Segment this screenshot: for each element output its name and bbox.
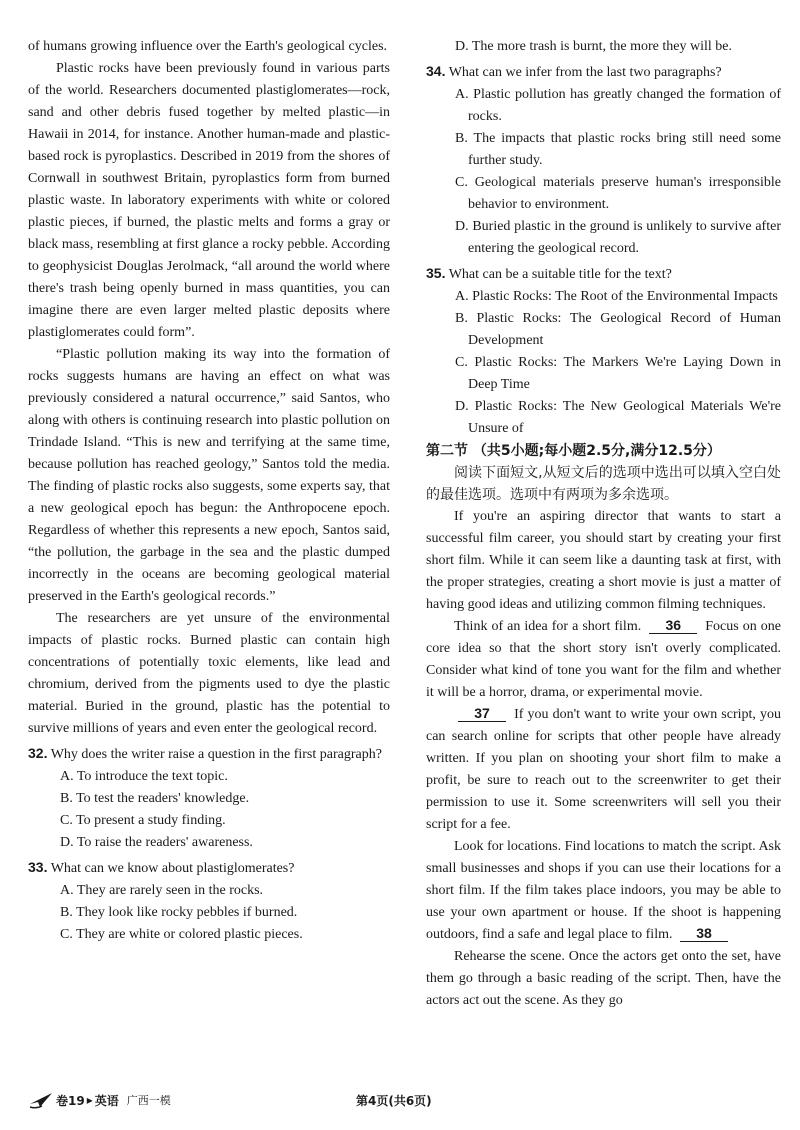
passage-paragraph: 37 If you don't want to write your own script, you can search online for scripts that other people have already written. If you plan on shooting your short film to make a profit, be sure to reach out to the screenwriter to get their permission to use it. Some screenwriters will sell you their script for a fee. — [426, 705, 782, 832]
question-35 — [426, 262, 781, 440]
passage-paragraph: “Plastic pollution making its way into the formation of rocks suggests humans are having an effect on what was previously considered a natural occurrence,” said Santos, who along with others is continuing research into plastic pollution on Trindade Island. “This is new and terrifying at the same time, because pollution has reached geology,” Santos told the media. The finding of plastic rocks also suggests, some experts say, that a new geological epoch has begun: the Anthropocene epoch. Regardless of whether this represents a new epoch, Santos said, “the pollution, the garbage in the sea and the plastic dumped incorrectly in the oceans are becoming geological material preserved in the Earth's geological records.” — [28, 347, 390, 604]
footer-label — [28, 1090, 171, 1110]
region-label: 广西一模 — [126, 1094, 171, 1107]
passage-paragraph: The researchers are yet unsure of the environmental impacts of plastic rocks. Burned plastic can contain high concentrations of potentially toxic elements, like lead and chromium, derived from the pigments used to dye the plastic material. Buried in the ground, plastic has the potential to survive millions of years and even enter the geological record. — [28, 611, 390, 736]
option-b: B. The impacts that plastic rocks bring still need some further study. — [455, 131, 781, 168]
subject-label: 英语 — [94, 1093, 119, 1108]
option-a: A. Plastic Rocks: The Root of the Environmental Impacts — [455, 289, 778, 304]
option-b: B. They look like rocky pebbles if burned. — [60, 905, 298, 920]
passage-paragraph: Rehearse the scene. Once the actors get onto the set, have them go through a basic reading of the script. Then, have the actors act out the scene. As they go — [426, 949, 781, 1008]
passage-paragraph: If you're an aspiring director that wants to start a successful film career, you should start by creating your first short film. While it can seem like a daunting task at first, with the proper strategies, creating a short movie is just a matter of having good ideas and utilizing common filming techniques. — [426, 509, 781, 612]
option-c: C. Geological materials preserve human's irresponsible behavior to environment. — [455, 175, 781, 212]
passage-paragraph: Think of an idea for a short film. 36 Focus on one core idea so that the short story isn't overly complicated. Consider what kind of tone you want for the film and whether it will be a horror, drama, or experimental movie. — [426, 617, 781, 700]
option-a: A. They are rarely seen in the rocks. — [60, 883, 264, 898]
option-b: B. To test the readers' knowledge. — [60, 791, 250, 806]
option-c: C. Plastic Rocks: The Markers We're Laying Down in Deep Time — [455, 355, 781, 392]
blank-36[interactable]: 36 — [649, 617, 697, 634]
question-32 — [28, 742, 390, 854]
question-stem: What can be a suitable title for the text? — [448, 267, 672, 282]
option-d: D. To raise the readers' awareness. — [60, 835, 253, 850]
question-stem: Why does the writer raise a question in the first paragraph? — [50, 747, 382, 762]
question-number: 33. — [28, 859, 48, 875]
page-footer — [28, 1090, 778, 1116]
arrow-icon: ▸ — [86, 1093, 93, 1107]
option-a: A. Plastic pollution has greatly changed the formation of rocks. — [455, 87, 781, 124]
blank-37[interactable]: 37 — [458, 705, 506, 722]
question-number: 35. — [426, 265, 446, 281]
page-number: 第4页(共6页) — [356, 1094, 432, 1108]
passage-paragraph: Plastic rocks have been previously found in various parts of the world. Researchers documented plastiglomerates—rock, sand and other debris fused together by melted plastic—in Hawaii in 2014, for instance. Another human-made and plastic-based rock is pyroplastics. Described in 2019 from the shores of Cornwall in southwest Britain, pyroplastics form from burned plastic waste. In laboratory experiments with white or colored plastic pieces, if burned, the plastic melts and forms a gray or black mass, resembling at first glance a rocky pebble. According to geophysicist Douglas Jerolmack, “all around the world where there's trash being openly burned in mass quantities, you can imagine there are even larger melted plastic deposits where plastiglomerates could form”. — [28, 61, 390, 340]
section-heading: 第二节 （共5小题;每小题2.5分,满分12.5分） — [426, 443, 721, 459]
question-number: 34. — [426, 63, 446, 79]
section-instructions: 阅读下面短文,从短文后的选项中选出可以填入空白处的最佳选项。选项中有两项为多余选项。 — [426, 465, 781, 503]
question-stem: What can we know about plastiglomerates? — [50, 861, 295, 876]
passage-continuation: of humans growing influence over the Earth's geological cycles. — [28, 39, 388, 54]
passage-paragraph: Look for locations. Find locations to match the script. Ask small businesses and shops if you can use their locations for a short film. If the film takes place indoors, you may be able to use your own apartment or house. If the shoot is happening outdoors, find a safe and legal place to film. 38 — [426, 839, 781, 942]
paper-plane-icon — [28, 1090, 54, 1110]
right-column — [426, 36, 781, 1012]
option-d: D. Plastic Rocks: The New Geological Materials We're Unsure of — [455, 399, 781, 436]
question-stem: What can we infer from the last two paragraphs? — [448, 65, 722, 80]
question-number: 32. — [28, 745, 48, 761]
option-c: C. To present a study finding. — [60, 813, 226, 828]
option-d: D. The more trash is burnt, the more they will be. — [455, 39, 732, 54]
question-34 — [426, 60, 781, 260]
option-d: D. Buried plastic in the ground is unlikely to survive after entering the geological record. — [455, 219, 781, 256]
left-column — [28, 36, 390, 946]
option-b: B. Plastic Rocks: The Geological Record of Human Development — [455, 311, 781, 348]
option-c: C. They are white or colored plastic pieces. — [60, 927, 303, 942]
question-33 — [28, 856, 390, 946]
blank-38[interactable]: 38 — [680, 925, 728, 942]
volume-label: 卷19 — [56, 1093, 85, 1108]
option-a: A. To introduce the text topic. — [60, 769, 228, 784]
